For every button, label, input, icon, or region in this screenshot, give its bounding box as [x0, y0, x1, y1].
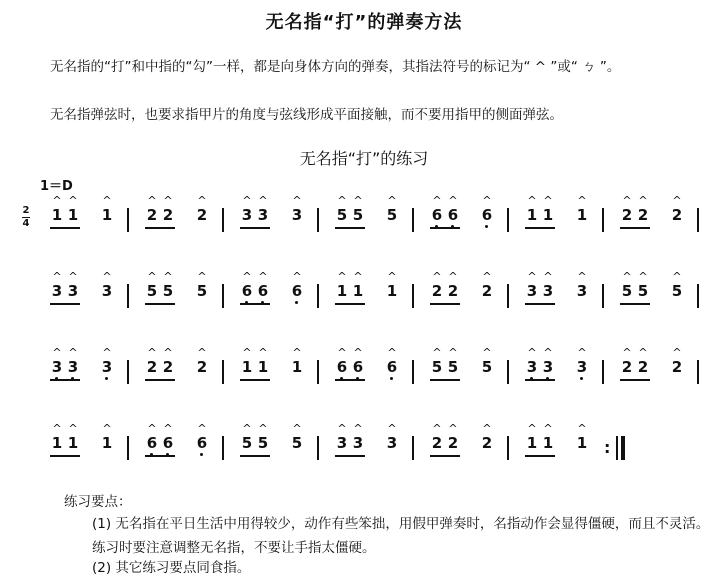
accent-mark: ^ — [197, 422, 207, 435]
accent-mark: ^ — [482, 422, 492, 435]
beam-line — [335, 303, 365, 305]
accent-mark: ^ — [432, 422, 442, 435]
accent-mark: ^ — [387, 422, 397, 435]
beam-line — [525, 303, 555, 305]
note-number: 5 — [162, 282, 174, 300]
time-signature-bottom: 4 — [22, 218, 30, 229]
accent-mark: ^ — [432, 194, 442, 207]
staff-row-3 — [0, 348, 728, 400]
note-number: 5 — [386, 206, 398, 224]
accent-mark: ^ — [242, 194, 252, 207]
beam-line — [620, 379, 650, 381]
accent-mark: ^ — [482, 194, 492, 207]
bar-line — [602, 284, 604, 308]
bar-line — [317, 208, 319, 232]
bar-line — [602, 208, 604, 232]
accent-mark: ^ — [242, 346, 252, 359]
accent-mark: ^ — [353, 346, 363, 359]
beam-line — [430, 227, 460, 229]
beam-line — [335, 227, 365, 229]
staff-row-2 — [0, 272, 728, 324]
beam-line — [620, 227, 650, 229]
accent-mark: ^ — [448, 194, 458, 207]
note-number: 1 — [51, 434, 63, 452]
accent-mark: ^ — [197, 346, 207, 359]
note-number: 1 — [101, 434, 113, 452]
accent-mark: ^ — [102, 194, 112, 207]
note-number: 6 — [257, 282, 269, 300]
accent-mark: ^ — [292, 346, 302, 359]
beam-line — [335, 379, 365, 381]
beam-line — [240, 303, 270, 305]
note-number: 2 — [431, 434, 443, 452]
bar-line — [127, 208, 129, 232]
accent-mark: ^ — [353, 194, 363, 207]
accent-mark: ^ — [52, 422, 62, 435]
beam-line — [50, 227, 80, 229]
practice-point-1: (1) 无名指在平日生活中用得较少，动作有些笨拙，用假甲弹奏时，名指动作会显得僵硬，而且不灵活。练习时要注意调整无名指，不要让手指太僵硬。 — [92, 516, 710, 556]
note-number: 3 — [67, 358, 79, 376]
accent-mark: ^ — [258, 270, 268, 283]
paragraph-1: 无名指的“打”和中指的“勾”一样，都是向身体方向的弹奏，其指法符号的标记为“ ^ ”或“ ㄅ ”。 — [50, 59, 621, 75]
note-number: 5 — [621, 282, 633, 300]
note-number: 6 — [336, 358, 348, 376]
note-number: 1 — [336, 282, 348, 300]
note-number: 3 — [526, 358, 538, 376]
note-number: 6 — [162, 434, 174, 452]
time-signature-top: 2 — [22, 205, 30, 216]
exercise-title: 无名指“打”的练习 — [299, 149, 429, 168]
accent-mark: ^ — [163, 270, 173, 283]
accent-mark: ^ — [163, 422, 173, 435]
note-number: 5 — [241, 434, 253, 452]
accent-mark: ^ — [68, 194, 78, 207]
note-number: 3 — [257, 206, 269, 224]
beam-line — [50, 379, 80, 381]
accent-mark: ^ — [527, 270, 537, 283]
beam-line — [430, 455, 460, 457]
octave-dot — [200, 453, 203, 456]
practice-point-2: (2) 其它练习要点同食指。 — [92, 560, 251, 576]
accent-mark: ^ — [292, 422, 302, 435]
note-number: 2 — [162, 358, 174, 376]
accent-mark: ^ — [448, 270, 458, 283]
note-number: 6 — [146, 434, 158, 452]
octave-dot — [105, 377, 108, 380]
note-number: 5 — [257, 434, 269, 452]
time-signature — [22, 206, 30, 229]
accent-mark: ^ — [387, 346, 397, 359]
note-number: 2 — [637, 206, 649, 224]
bar-line — [507, 284, 509, 308]
octave-dot — [580, 377, 583, 380]
note-number: 1 — [542, 206, 554, 224]
accent-mark: ^ — [672, 194, 682, 207]
note-number: 6 — [291, 282, 303, 300]
bar-line — [222, 284, 224, 308]
accent-mark: ^ — [527, 194, 537, 207]
note-number: 3 — [542, 358, 554, 376]
accent-mark: ^ — [163, 194, 173, 207]
note-number: 6 — [481, 206, 493, 224]
final-bar-thin — [616, 436, 618, 460]
bar-line — [127, 360, 129, 384]
note-number: 5 — [447, 358, 459, 376]
beam-line — [335, 455, 365, 457]
note-number: 3 — [241, 206, 253, 224]
note-number: 1 — [67, 434, 79, 452]
octave-dot — [295, 301, 298, 304]
accent-mark: ^ — [52, 346, 62, 359]
beam-line — [145, 379, 175, 381]
beam-line — [50, 455, 80, 457]
note-number: 3 — [386, 434, 398, 452]
note-number: 3 — [51, 358, 63, 376]
accent-mark: ^ — [337, 194, 347, 207]
bar-line — [507, 208, 509, 232]
note-number: 5 — [481, 358, 493, 376]
note-number: 6 — [447, 206, 459, 224]
note-number: 5 — [637, 282, 649, 300]
note-number: 6 — [431, 206, 443, 224]
bar-line — [222, 360, 224, 384]
note-number: 3 — [101, 282, 113, 300]
page-title: 无名指“打”的弹奏方法 — [265, 12, 463, 33]
accent-mark: ^ — [147, 194, 157, 207]
accent-mark: ^ — [432, 346, 442, 359]
accent-mark: ^ — [147, 422, 157, 435]
accent-mark: ^ — [102, 270, 112, 283]
accent-mark: ^ — [638, 194, 648, 207]
note-number: 3 — [51, 282, 63, 300]
bar-line — [412, 360, 414, 384]
beam-line — [145, 455, 175, 457]
note-number: 5 — [431, 358, 443, 376]
note-number: 3 — [291, 206, 303, 224]
accent-mark: ^ — [102, 346, 112, 359]
note-number: 2 — [447, 434, 459, 452]
accent-mark: ^ — [102, 422, 112, 435]
note-number: 3 — [542, 282, 554, 300]
beam-line — [145, 227, 175, 229]
bar-line — [412, 436, 414, 460]
bar-line — [697, 284, 699, 308]
bar-line — [697, 360, 699, 384]
accent-mark: ^ — [292, 194, 302, 207]
repeat-sign: : — [604, 438, 611, 457]
note-number: 1 — [526, 206, 538, 224]
note-number: 1 — [67, 206, 79, 224]
note-number: 2 — [671, 358, 683, 376]
accent-mark: ^ — [543, 270, 553, 283]
bar-line — [127, 436, 129, 460]
note-number: 1 — [257, 358, 269, 376]
octave-dot — [390, 377, 393, 380]
accent-mark: ^ — [197, 194, 207, 207]
accent-mark: ^ — [577, 346, 587, 359]
final-bar-thick — [621, 436, 625, 460]
note-number: 1 — [526, 434, 538, 452]
beam-line — [240, 227, 270, 229]
bar-line — [507, 436, 509, 460]
note-number: 1 — [352, 282, 364, 300]
note-number: 5 — [671, 282, 683, 300]
note-number: 2 — [196, 358, 208, 376]
beam-line — [50, 303, 80, 305]
accent-mark: ^ — [68, 422, 78, 435]
accent-mark: ^ — [448, 346, 458, 359]
note-number: 1 — [51, 206, 63, 224]
accent-mark: ^ — [292, 270, 302, 283]
note-number: 1 — [576, 434, 588, 452]
beam-line — [525, 455, 555, 457]
accent-mark: ^ — [482, 346, 492, 359]
accent-mark: ^ — [527, 346, 537, 359]
accent-mark: ^ — [258, 194, 268, 207]
note-number: 2 — [196, 206, 208, 224]
accent-mark: ^ — [622, 270, 632, 283]
accent-mark: ^ — [147, 270, 157, 283]
beam-line — [620, 303, 650, 305]
note-number: 5 — [146, 282, 158, 300]
bar-line — [222, 436, 224, 460]
accent-mark: ^ — [577, 194, 587, 207]
accent-mark: ^ — [242, 270, 252, 283]
accent-mark: ^ — [353, 422, 363, 435]
accent-mark: ^ — [68, 270, 78, 283]
accent-mark: ^ — [482, 270, 492, 283]
note-number: 3 — [336, 434, 348, 452]
beam-line — [240, 455, 270, 457]
note-number: 6 — [196, 434, 208, 452]
note-number: 6 — [352, 358, 364, 376]
note-number: 2 — [637, 358, 649, 376]
bar-line — [222, 208, 224, 232]
accent-mark: ^ — [387, 270, 397, 283]
bar-line — [412, 208, 414, 232]
accent-mark: ^ — [577, 422, 587, 435]
accent-mark: ^ — [638, 270, 648, 283]
bar-line — [127, 284, 129, 308]
note-number: 1 — [241, 358, 253, 376]
accent-mark: ^ — [622, 346, 632, 359]
bar-line — [602, 360, 604, 384]
accent-mark: ^ — [52, 270, 62, 283]
note-number: 3 — [352, 434, 364, 452]
note-number: 2 — [447, 282, 459, 300]
key-signature: 1＝D — [40, 179, 73, 194]
bar-line — [317, 360, 319, 384]
note-number: 2 — [146, 206, 158, 224]
paragraph-2: 无名指弹弦时，也要求指甲片的角度与弦线形成平面接触，而不要用指甲的侧面弹弦。 — [50, 107, 563, 123]
note-number: 3 — [576, 358, 588, 376]
accent-mark: ^ — [543, 346, 553, 359]
note-number: 6 — [386, 358, 398, 376]
beam-line — [525, 227, 555, 229]
accent-mark: ^ — [448, 422, 458, 435]
accent-mark: ^ — [337, 422, 347, 435]
bar-line — [507, 360, 509, 384]
note-number: 5 — [352, 206, 364, 224]
beam-line — [525, 379, 555, 381]
accent-mark: ^ — [387, 194, 397, 207]
note-number: 2 — [162, 206, 174, 224]
accent-mark: ^ — [353, 270, 363, 283]
octave-dot — [485, 225, 488, 228]
accent-mark: ^ — [163, 346, 173, 359]
accent-mark: ^ — [337, 346, 347, 359]
note-number: 2 — [671, 206, 683, 224]
staff-row-4 — [0, 424, 728, 476]
note-number: 3 — [576, 282, 588, 300]
note-number: 2 — [431, 282, 443, 300]
accent-mark: ^ — [337, 270, 347, 283]
bar-line — [317, 284, 319, 308]
note-number: 6 — [241, 282, 253, 300]
beam-line — [430, 379, 460, 381]
accent-mark: ^ — [672, 346, 682, 359]
note-number: 3 — [101, 358, 113, 376]
beam-line — [145, 303, 175, 305]
note-number: 5 — [196, 282, 208, 300]
bar-line — [412, 284, 414, 308]
note-number: 3 — [526, 282, 538, 300]
accent-mark: ^ — [242, 422, 252, 435]
accent-mark: ^ — [543, 194, 553, 207]
note-number: 1 — [542, 434, 554, 452]
accent-mark: ^ — [258, 346, 268, 359]
accent-mark: ^ — [68, 346, 78, 359]
accent-mark: ^ — [147, 346, 157, 359]
accent-mark: ^ — [197, 270, 207, 283]
bar-line — [697, 208, 699, 232]
accent-mark: ^ — [543, 422, 553, 435]
bar-line — [317, 436, 319, 460]
accent-mark: ^ — [432, 270, 442, 283]
accent-mark: ^ — [622, 194, 632, 207]
beam-line — [240, 379, 270, 381]
note-number: 2 — [481, 282, 493, 300]
practice-points-heading: 练习要点： — [64, 494, 132, 510]
accent-mark: ^ — [672, 270, 682, 283]
note-number: 1 — [386, 282, 398, 300]
note-number: 2 — [481, 434, 493, 452]
note-number: 5 — [291, 434, 303, 452]
note-number: 2 — [621, 358, 633, 376]
accent-mark: ^ — [577, 270, 587, 283]
accent-mark: ^ — [527, 422, 537, 435]
accent-mark: ^ — [638, 346, 648, 359]
note-number: 1 — [101, 206, 113, 224]
note-number: 5 — [336, 206, 348, 224]
note-number: 1 — [576, 206, 588, 224]
staff-row-1 — [0, 196, 728, 248]
note-number: 2 — [146, 358, 158, 376]
beam-line — [430, 303, 460, 305]
note-number: 2 — [621, 206, 633, 224]
accent-mark: ^ — [52, 194, 62, 207]
accent-mark: ^ — [258, 422, 268, 435]
note-number: 1 — [291, 358, 303, 376]
note-number: 3 — [67, 282, 79, 300]
